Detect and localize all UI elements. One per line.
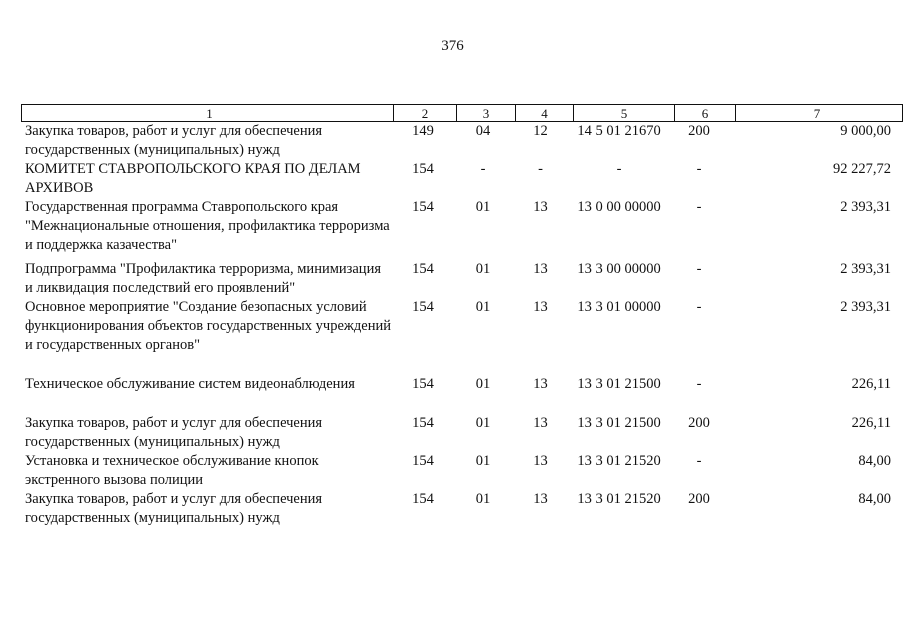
column-header-6: 6	[675, 105, 736, 122]
row-subsection: 13	[533, 199, 548, 215]
row-expense-type: -	[696, 453, 702, 469]
row-code: 154	[412, 299, 434, 315]
row-name: Основное мероприятие "Создание безопасных условий функционирования объектов государственных учреждений и государственных органов"	[25, 299, 391, 353]
column-header-row	[22, 105, 903, 122]
row-name: Закупка товаров, работ и услуг для обеспечения государственных (муниципальных) нужд	[25, 415, 323, 450]
column-header-7: 7	[736, 105, 903, 122]
row-expense-type: -	[696, 199, 702, 215]
row-name: Техническое обслуживание систем видеонаблюдения	[25, 376, 355, 392]
row-code: 154	[412, 199, 434, 215]
column-header-4: 4	[516, 105, 574, 122]
table-row	[21, 122, 895, 160]
row-amount: 226,11	[851, 415, 891, 431]
row-amount: 2 393,31	[840, 261, 891, 277]
column-header-1: 1	[22, 105, 394, 122]
row-expense-type: -	[696, 376, 702, 392]
row-expense-type: -	[696, 299, 702, 315]
row-subsection: 13	[533, 376, 548, 392]
table-row	[21, 452, 895, 490]
row-subsection: 13	[533, 261, 548, 277]
row-name: КОМИТЕТ СТАВРОПОЛЬСКОГО КРАЯ ПО ДЕЛАМ АРХИВОВ	[25, 161, 361, 196]
row-section: 01	[475, 453, 491, 469]
row-target-article: 14 5 01 21670	[577, 123, 661, 139]
table-row	[21, 160, 895, 198]
row-code: 149	[412, 123, 434, 139]
row-code: 154	[412, 491, 434, 507]
row-target-article: 13 3 01 21520	[577, 491, 661, 507]
row-section: 01	[475, 261, 491, 277]
row-expense-type: 200	[688, 491, 710, 507]
row-amount: 2 393,31	[840, 299, 891, 315]
row-code: 154	[412, 261, 434, 277]
row-amount: 84,00	[858, 491, 891, 507]
row-target-article: 13 3 01 21500	[577, 376, 661, 392]
table-row	[21, 298, 895, 375]
row-subsection: 12	[533, 123, 548, 139]
table-row	[21, 375, 895, 414]
row-name: Установка и техническое обслуживание кнопок экстренного вызова полиции	[25, 453, 319, 488]
page-number: 376	[441, 38, 464, 54]
row-amount: 92 227,72	[833, 161, 891, 177]
budget-table	[21, 122, 895, 528]
row-section: 01	[475, 199, 491, 215]
row-subsection: 13	[533, 415, 548, 431]
row-section: 04	[475, 123, 491, 139]
row-code: 154	[412, 161, 434, 177]
row-section: 01	[475, 376, 491, 392]
row-section: 01	[475, 299, 491, 315]
row-name: Закупка товаров, работ и услуг для обеспечения государственных (муниципальных) нужд	[25, 123, 323, 158]
table-row	[21, 490, 895, 528]
row-target-article: 13 0 00 00000	[577, 199, 661, 215]
row-name: Подпрограмма "Профилактика терроризма, минимизация и ликвидация последствий его проявлений"	[25, 261, 382, 296]
row-subsection: 13	[533, 453, 548, 469]
row-target-article: -	[616, 161, 622, 177]
row-expense-type: -	[696, 261, 702, 277]
column-header-table	[21, 104, 903, 122]
row-amount: 2 393,31	[840, 199, 891, 215]
row-amount: 226,11	[851, 376, 891, 392]
row-section: -	[480, 161, 486, 177]
column-header-2: 2	[394, 105, 457, 122]
row-subsection: 13	[533, 299, 548, 315]
table-row	[21, 414, 895, 452]
row-name: Государственная программа Ставропольского края "Межнациональные отношения, профилактика терроризма и поддержка казачества"	[25, 199, 390, 253]
table-row	[21, 198, 895, 257]
row-target-article: 13 3 01 00000	[577, 299, 661, 315]
row-expense-type: 200	[688, 415, 710, 431]
row-subsection: -	[538, 161, 543, 177]
row-code: 154	[412, 453, 434, 469]
row-amount: 9 000,00	[840, 123, 891, 139]
row-target-article: 13 3 01 21500	[577, 415, 661, 431]
row-target-article: 13 3 00 00000	[577, 261, 661, 277]
row-expense-type: 200	[688, 123, 710, 139]
row-code: 154	[412, 415, 434, 431]
row-name: Закупка товаров, работ и услуг для обеспечения государственных (муниципальных) нужд	[25, 491, 323, 526]
row-target-article: 13 3 01 21520	[577, 453, 661, 469]
row-amount: 84,00	[858, 453, 891, 469]
column-header-3: 3	[457, 105, 516, 122]
row-section: 01	[475, 491, 491, 507]
row-section: 01	[475, 415, 491, 431]
row-code: 154	[412, 376, 434, 392]
row-expense-type: -	[696, 161, 702, 177]
column-header-5: 5	[574, 105, 675, 122]
table-row	[21, 257, 895, 298]
row-subsection: 13	[533, 491, 548, 507]
